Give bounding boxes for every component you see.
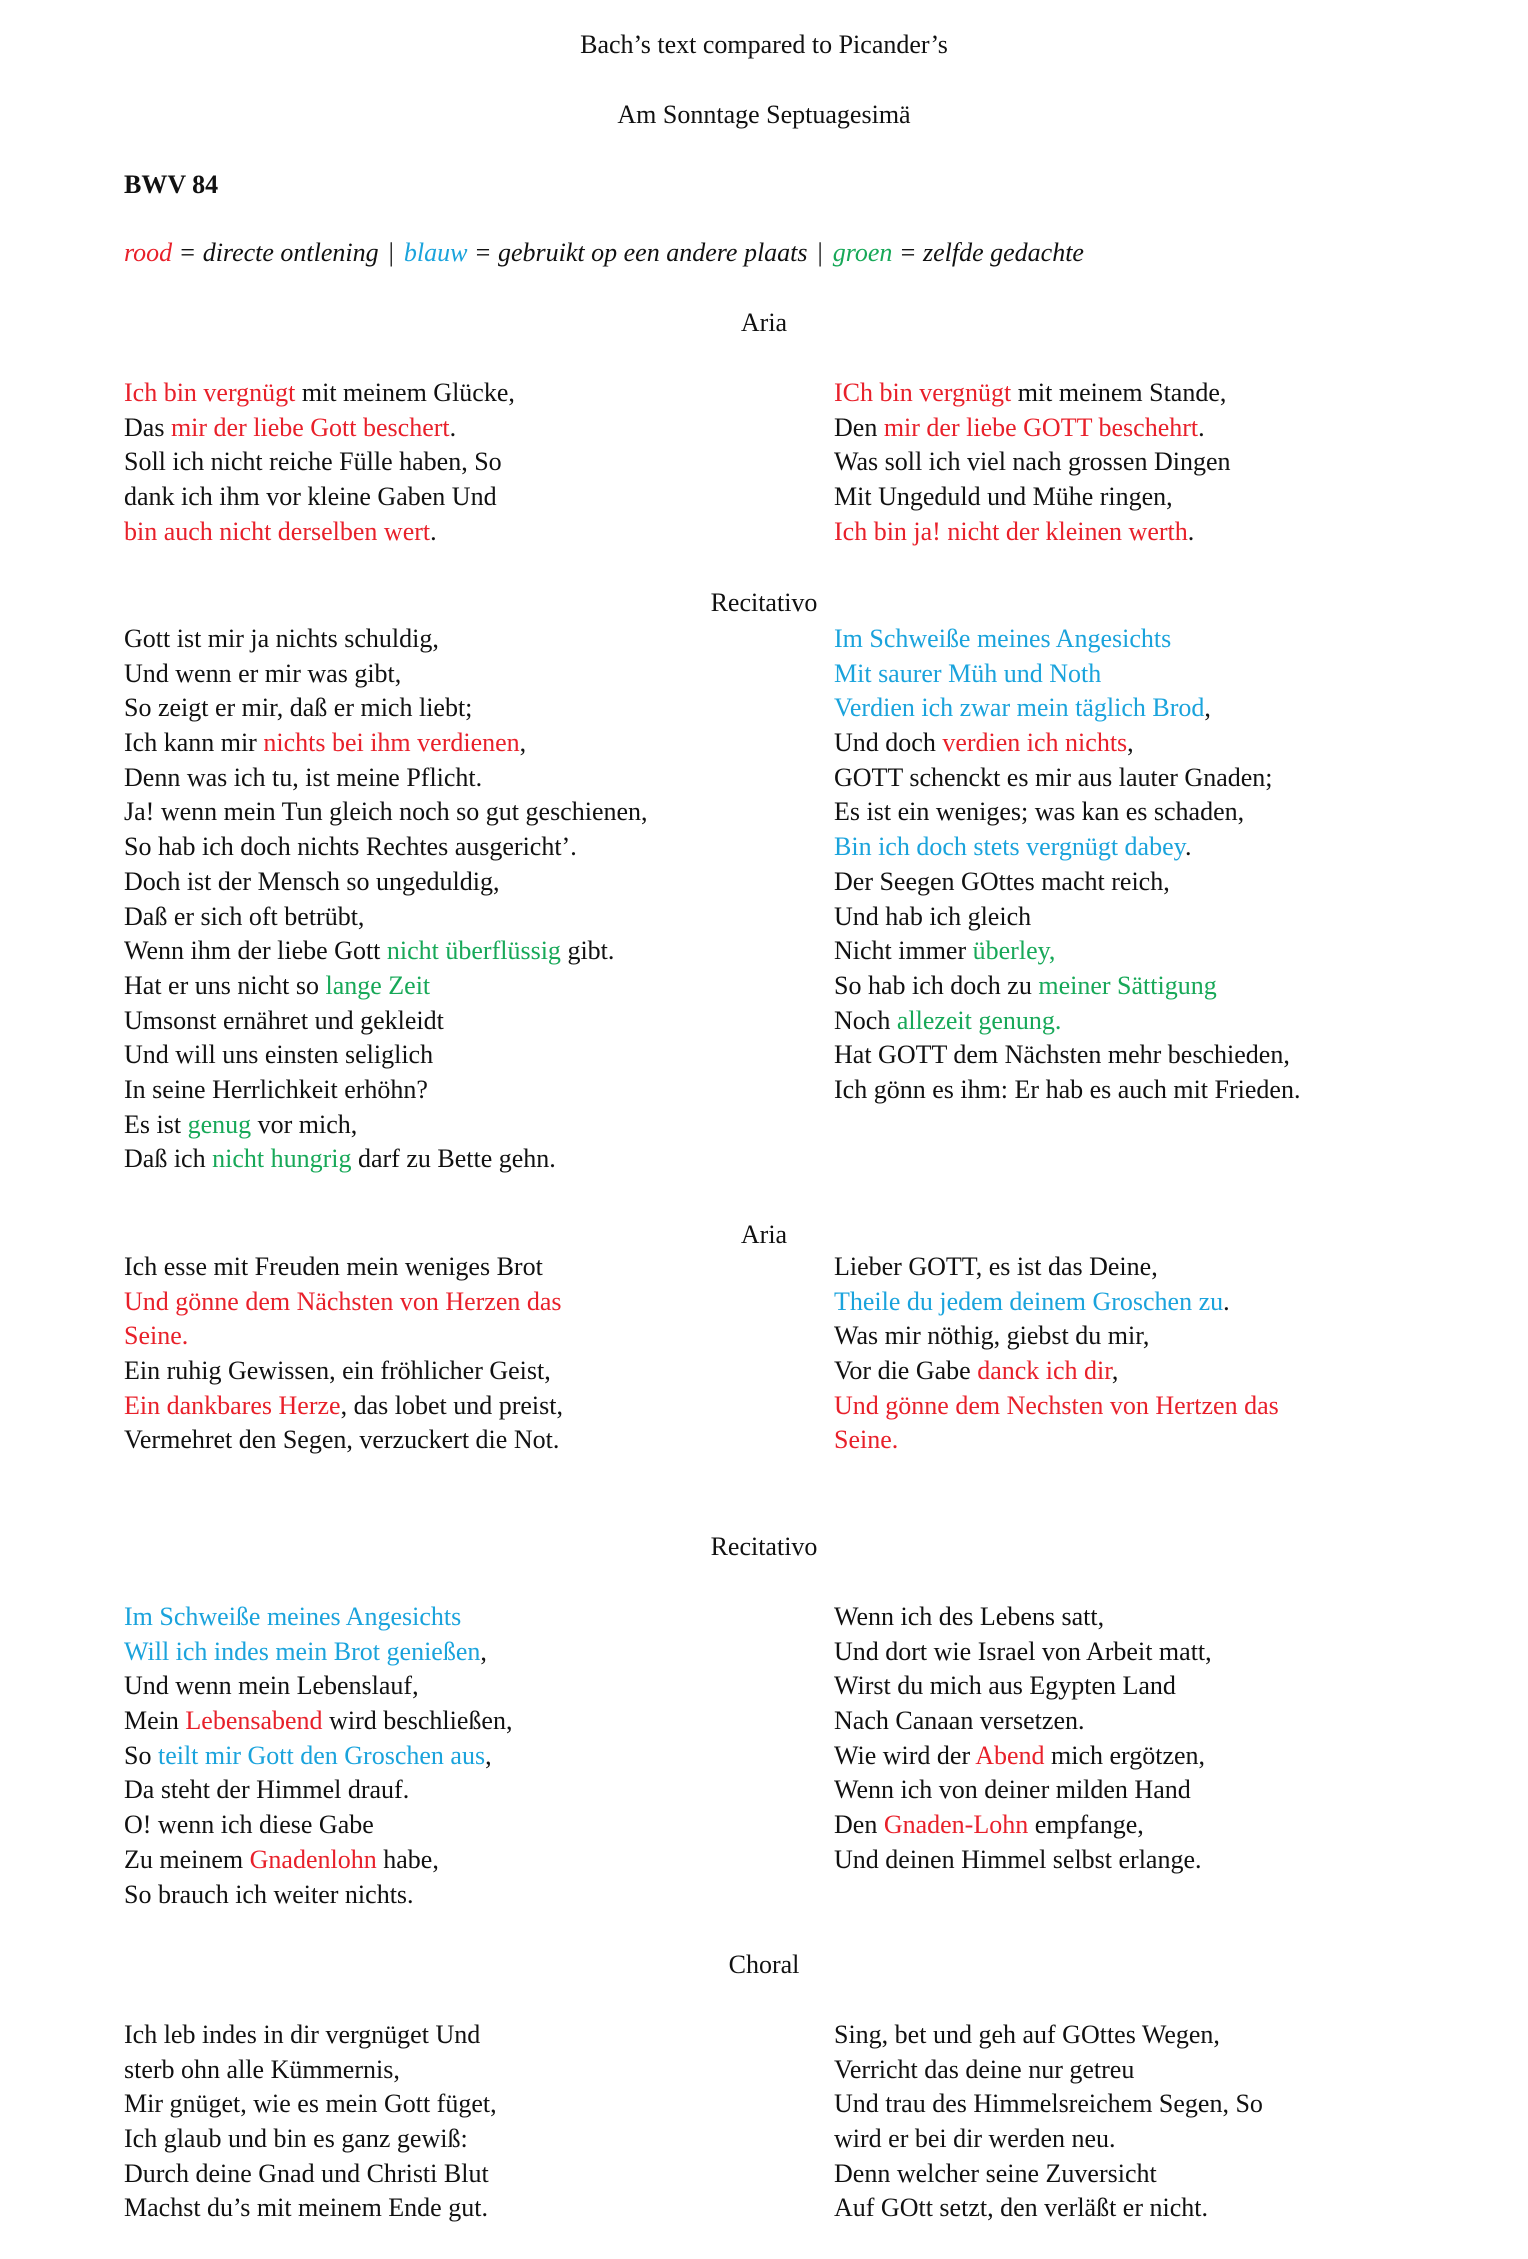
verse-line (124, 411, 515, 446)
verse-text: mit meinem Glücke, (295, 378, 515, 407)
highlighted-red-text: mir der liebe GOTT beschehrt (883, 412, 1199, 442)
verse-text: Und doch (834, 728, 943, 758)
verse-line (124, 1704, 512, 1739)
legend-blue-text: = gebruikt op een andere plaats (467, 238, 808, 267)
section-title-recitativo-2: Recitativo (710, 1532, 818, 1561)
verse-text: So brauch ich weiter nichts. (124, 1879, 414, 1909)
verse-text: Was mir nöthig, giebst du mir, (834, 1321, 1150, 1351)
verse-line (124, 2191, 497, 2226)
bach-text-recitativo-2 (124, 1600, 512, 1912)
verse-line (834, 1739, 1212, 1774)
section-title-recitativo-1: Recitativo (710, 588, 818, 617)
verse-line (834, 969, 1300, 1004)
verse-line (834, 865, 1300, 900)
verse-text: Denn was ich tu, ist meine Pflicht. (124, 762, 483, 792)
verse-text: Und wenn mein Lebenslauf, (124, 1671, 419, 1701)
verse-line (124, 726, 648, 761)
highlighted-red-text: ICh bin vergnügt (834, 378, 1012, 407)
verse-text: . (1198, 412, 1205, 442)
verse-text: mit meinem Stande, (1011, 378, 1227, 407)
verse-text: Ich kann mir (124, 728, 264, 758)
verse-text: Und trau des Himmelsreichem Segen, So (834, 2089, 1263, 2119)
verse-text: habe, (376, 1844, 439, 1874)
verse-line (834, 1843, 1212, 1878)
verse-line (834, 1669, 1212, 1704)
verse-text: Auf GOtt setzt, den verläßt er nicht. (834, 2193, 1208, 2223)
verse-text: Was soll ich viel nach grossen Dingen (834, 447, 1231, 477)
verse-line (834, 2191, 1263, 2226)
verse-text: Es ist ein weniges; was kan es schaden, (834, 797, 1245, 827)
verse-text: Daß ich (124, 1144, 213, 1174)
verse-line (124, 2157, 497, 2192)
verse-text: Und hab ich gleich (834, 901, 1032, 931)
verse-line (124, 2053, 497, 2088)
verse-line (834, 2122, 1263, 2157)
verse-text: Vor die Gabe (834, 1356, 978, 1386)
legend-separator: | (817, 238, 823, 267)
verse-line (834, 1038, 1300, 1073)
verse-line (834, 1389, 1279, 1424)
verse-line (834, 1773, 1212, 1808)
verse-line (124, 830, 648, 865)
verse-text: Doch ist der Mensch so ungeduldig, (124, 866, 500, 896)
verse-line (124, 1423, 563, 1458)
legend-blue-label: blauw (403, 238, 468, 267)
verse-line (834, 1423, 1279, 1458)
verse-text: Ich leb indes in dir vergnüget Und (124, 2020, 481, 2049)
verse-text: Wie wird der (834, 1740, 976, 1770)
legend-green-text: = zelfde gedachte (892, 238, 1084, 267)
verse-text: Nach Canaan versetzen. (834, 1706, 1085, 1736)
picander-text-choral (834, 2018, 1263, 2226)
verse-text: Machst du’s mit meinem Ende gut. (124, 2193, 488, 2223)
verse-line (124, 2087, 497, 2122)
verse-text: Wenn ich von deiner milden Hand (834, 1775, 1191, 1805)
highlighted-red-text: danck ich dir (977, 1356, 1112, 1386)
highlighted-red-text: Und gönne dem Nechsten von Hertzen das (834, 1390, 1279, 1420)
verse-line (834, 1004, 1300, 1039)
verse-text: wird er bei dir werden neu. (834, 2124, 1116, 2154)
verse-text: Vermehret den Segen, verzuckert die Not. (124, 1425, 560, 1455)
verse-line (124, 1878, 512, 1913)
verse-text: Den (834, 1810, 884, 1840)
legend-green-label: groen (832, 238, 893, 267)
verse-line (834, 376, 1231, 411)
highlighted-red-text: nichts bei ihm verdienen (263, 728, 520, 758)
verse-line (834, 480, 1231, 515)
picander-text-aria-2 (834, 1250, 1279, 1458)
verse-text: Wenn ihm der liebe Gott (124, 936, 387, 966)
verse-line (834, 1600, 1212, 1635)
verse-text: . (1184, 832, 1192, 862)
verse-text: Zu meinem (124, 1844, 250, 1874)
verse-line (124, 969, 648, 1004)
verse-line (124, 1635, 512, 1670)
verse-line (124, 1354, 563, 1389)
page-title: Bach’s text compared to Picander’s (580, 30, 948, 59)
verse-text: Und wenn er mir was gibt, (124, 658, 402, 688)
bach-text-choral (124, 2018, 497, 2226)
verse-line (834, 830, 1300, 865)
verse-line (834, 2053, 1263, 2088)
verse-text: , (1204, 693, 1211, 723)
verse-line (124, 1004, 648, 1039)
verse-line (834, 2087, 1263, 2122)
verse-text: vor mich, (251, 1109, 358, 1139)
verse-text: Ich esse mit Freuden mein weniges Brot (124, 1252, 543, 1281)
bach-text-recitativo-1 (124, 622, 648, 1177)
verse-line (124, 1669, 512, 1704)
color-legend (124, 238, 1084, 268)
verse-text: Nicht immer (834, 936, 973, 966)
verse-text: Das (124, 412, 171, 442)
highlighted-red-text: Abend (975, 1740, 1045, 1770)
verse-line (124, 1073, 648, 1108)
picander-text-aria-1 (834, 376, 1231, 549)
legend-red-text: = directe ontlening (172, 238, 379, 267)
verse-line (124, 1843, 512, 1878)
verse-text: Wirst du mich aus Egypten Land (834, 1671, 1176, 1701)
verse-line (124, 865, 648, 900)
verse-text: Ich glaub und bin es ganz gewiß: (124, 2124, 468, 2154)
verse-text: Lieber GOTT, es ist das Deine, (834, 1252, 1158, 1281)
verse-line (834, 445, 1231, 480)
page-subtitle: Am Sonntage Septuagesimä (617, 100, 911, 129)
verse-text: Hat er uns nicht so (124, 970, 326, 1000)
verse-line (834, 622, 1300, 657)
verse-line (124, 1739, 512, 1774)
picander-text-recitativo-2 (834, 1600, 1212, 1878)
verse-text: Denn welcher seine Zuversicht (834, 2158, 1157, 2188)
highlighted-green-text: meiner Sättigung (1038, 970, 1217, 1000)
verse-line (124, 2018, 497, 2053)
highlighted-blue-text: teilt mir Gott den Groschen aus (157, 1740, 486, 1770)
verse-text: Hat GOTT dem Nächsten mehr beschieden, (834, 1040, 1290, 1070)
verse-text: Da steht der Himmel drauf. (124, 1775, 410, 1805)
verse-line (834, 1250, 1279, 1285)
verse-line (834, 1319, 1279, 1354)
highlighted-green-text: nicht hungrig (212, 1144, 352, 1174)
verse-line (124, 1773, 512, 1808)
verse-line (834, 1704, 1212, 1739)
verse-line (834, 691, 1300, 726)
highlighted-red-text: Seine. (834, 1425, 899, 1455)
highlighted-red-text: mir der liebe Gott beschert (170, 412, 450, 442)
verse-text: , (519, 728, 527, 758)
verse-line (834, 1285, 1279, 1320)
verse-text: . (1223, 1286, 1230, 1316)
verse-text: , das lobet und preist, (340, 1390, 563, 1420)
verse-line (834, 411, 1231, 446)
verse-line (124, 900, 648, 935)
verse-line (834, 2157, 1263, 2192)
picander-text-recitativo-1 (834, 622, 1300, 1108)
verse-text: So hab ich doch nichts Rechtes ausgericht’. (124, 832, 577, 862)
verse-line (834, 726, 1300, 761)
verse-text: Ein ruhig Gewissen, ein fröhlicher Geist, (124, 1356, 551, 1386)
verse-line (124, 376, 515, 411)
bach-text-aria-1 (124, 376, 515, 549)
verse-text: Den (834, 412, 884, 442)
verse-text: , (1127, 728, 1134, 758)
highlighted-green-text: nicht überflüssig (386, 936, 561, 966)
verse-line (124, 515, 515, 550)
verse-line (834, 1635, 1212, 1670)
verse-line (124, 1142, 648, 1177)
verse-text: So hab ich doch zu (834, 970, 1039, 1000)
verse-text: , (1111, 1356, 1119, 1386)
verse-text: Wenn ich des Lebens satt, (834, 1602, 1105, 1631)
verse-text: Soll ich nicht reiche Fülle haben, So (124, 447, 502, 477)
highlighted-red-text: Gnaden-Lohn (883, 1810, 1029, 1840)
verse-text: Durch deine Gnad und Christi Blut (124, 2158, 489, 2188)
verse-line (834, 1808, 1212, 1843)
highlighted-red-text: verdien ich nichts (942, 728, 1128, 758)
verse-text: . (449, 412, 457, 442)
highlighted-blue-text: Theile du jedem deinem Groschen zu (834, 1286, 1224, 1316)
verse-text: mich ergötzen, (1044, 1740, 1206, 1770)
section-title-aria-2: Aria (740, 1220, 788, 1249)
highlighted-blue-text: Verdien ich zwar mein täglich Brod (834, 693, 1205, 723)
verse-text: . (430, 516, 437, 546)
verse-text: Daß er sich oft betrübt, (124, 901, 365, 931)
verse-line (834, 657, 1300, 692)
verse-text: Und deinen Himmel selbst erlange. (834, 1844, 1202, 1874)
verse-line (124, 2122, 497, 2157)
verse-line (124, 657, 648, 692)
verse-text: Sing, bet und geh auf GOttes Wegen, (834, 2020, 1220, 2049)
verse-text: dank ich ihm vor kleine Gaben Und (124, 482, 497, 512)
verse-text: So (124, 1740, 158, 1770)
verse-line (124, 1389, 563, 1424)
verse-text: Und will uns einsten seliglich (124, 1040, 434, 1070)
verse-line (124, 622, 648, 657)
verse-line (124, 1250, 563, 1285)
verse-text: gibt. (560, 936, 615, 966)
highlighted-blue-text: Bin ich doch stets vergnügt dabey (834, 832, 1185, 862)
verse-text: Gott ist mir ja nichts schuldig, (124, 624, 439, 653)
highlighted-red-text: Gnadenlohn (249, 1844, 377, 1874)
verse-line (124, 1285, 563, 1320)
verse-text: Verricht das deine nur getreu (834, 2054, 1135, 2084)
highlighted-red-text: bin auch nicht derselben wert (124, 516, 431, 546)
highlighted-blue-text: Mit saurer Müh und Noth (834, 658, 1102, 688)
verse-text: . (1187, 516, 1195, 546)
verse-text: Noch (834, 1005, 897, 1035)
verse-text: In seine Herrlichkeit erhöhn? (124, 1074, 428, 1104)
highlighted-red-text: Ich bin ja! nicht der kleinen werth (834, 516, 1188, 546)
verse-text: sterb ohn alle Kümmernis, (124, 2054, 400, 2084)
verse-line (834, 934, 1300, 969)
highlighted-blue-text: Will ich indes mein Brot genießen (124, 1636, 481, 1666)
verse-text: empfange, (1028, 1810, 1144, 1840)
verse-line (124, 1808, 512, 1843)
verse-line (124, 1038, 648, 1073)
section-title-aria-1: Aria (740, 308, 788, 337)
highlighted-green-text: überley, (972, 936, 1056, 966)
verse-line (124, 1108, 648, 1143)
verse-text: Es ist (124, 1109, 188, 1139)
verse-text: Mir gnüget, wie es mein Gott füget, (124, 2089, 497, 2119)
highlighted-blue-text: Im Schweiße meines Angesichts (124, 1602, 462, 1631)
verse-text: GOTT schenckt es mir aus lauter Gnaden; (834, 762, 1273, 792)
verse-text: , (480, 1636, 487, 1666)
highlighted-red-text: Ich bin vergnügt (124, 378, 296, 407)
verse-line (124, 795, 648, 830)
verse-line (834, 2018, 1263, 2053)
verse-text: Umsonst ernähret und gekleidt (124, 1005, 444, 1035)
verse-text: Mein (124, 1706, 186, 1736)
verse-line (124, 1600, 512, 1635)
verse-line (124, 691, 648, 726)
verse-line (124, 934, 648, 969)
verse-line (124, 480, 515, 515)
verse-text: Der Seegen GOttes macht reich, (834, 866, 1170, 896)
verse-line (834, 1354, 1279, 1389)
verse-line (124, 445, 515, 480)
verse-text: wird beschließen, (322, 1706, 513, 1736)
verse-line (124, 761, 648, 796)
highlighted-green-text: genug (187, 1109, 252, 1139)
verse-line (124, 1319, 563, 1354)
verse-line (834, 1073, 1300, 1108)
highlighted-red-text: Seine. (124, 1321, 189, 1351)
verse-line (834, 761, 1300, 796)
legend-red-label: rood (124, 238, 173, 267)
highlighted-red-text: Ein dankbares Herze (124, 1390, 341, 1420)
verse-text: So zeigt er mir, daß er mich liebt; (124, 693, 473, 723)
verse-text: darf zu Bette gehn. (351, 1144, 556, 1174)
verse-text: , (485, 1740, 492, 1770)
highlighted-blue-text: Im Schweiße meines Angesichts (834, 624, 1172, 653)
verse-text: Ja! wenn mein Tun gleich noch so gut geschienen, (124, 797, 648, 827)
highlighted-green-text: lange Zeit (325, 970, 431, 1000)
verse-line (834, 515, 1231, 550)
legend-separator: | (388, 238, 394, 267)
verse-line (834, 795, 1300, 830)
highlighted-green-text: allezeit genung. (896, 1005, 1062, 1035)
verse-text: O! wenn ich diese Gabe (124, 1810, 374, 1840)
verse-text: Und dort wie Israel von Arbeit matt, (834, 1636, 1212, 1666)
verse-text: Mit Ungeduld und Mühe ringen, (834, 482, 1173, 512)
highlighted-red-text: Und gönne dem Nächsten von Herzen das (124, 1286, 562, 1316)
verse-text: Ich gönn es ihm: Er hab es auch mit Frieden. (834, 1074, 1301, 1104)
verse-line (834, 900, 1300, 935)
bwv-heading: BWV 84 (124, 170, 219, 199)
bach-text-aria-2 (124, 1250, 563, 1458)
section-title-choral: Choral (728, 1950, 800, 1979)
highlighted-red-text: Lebensabend (185, 1706, 323, 1736)
